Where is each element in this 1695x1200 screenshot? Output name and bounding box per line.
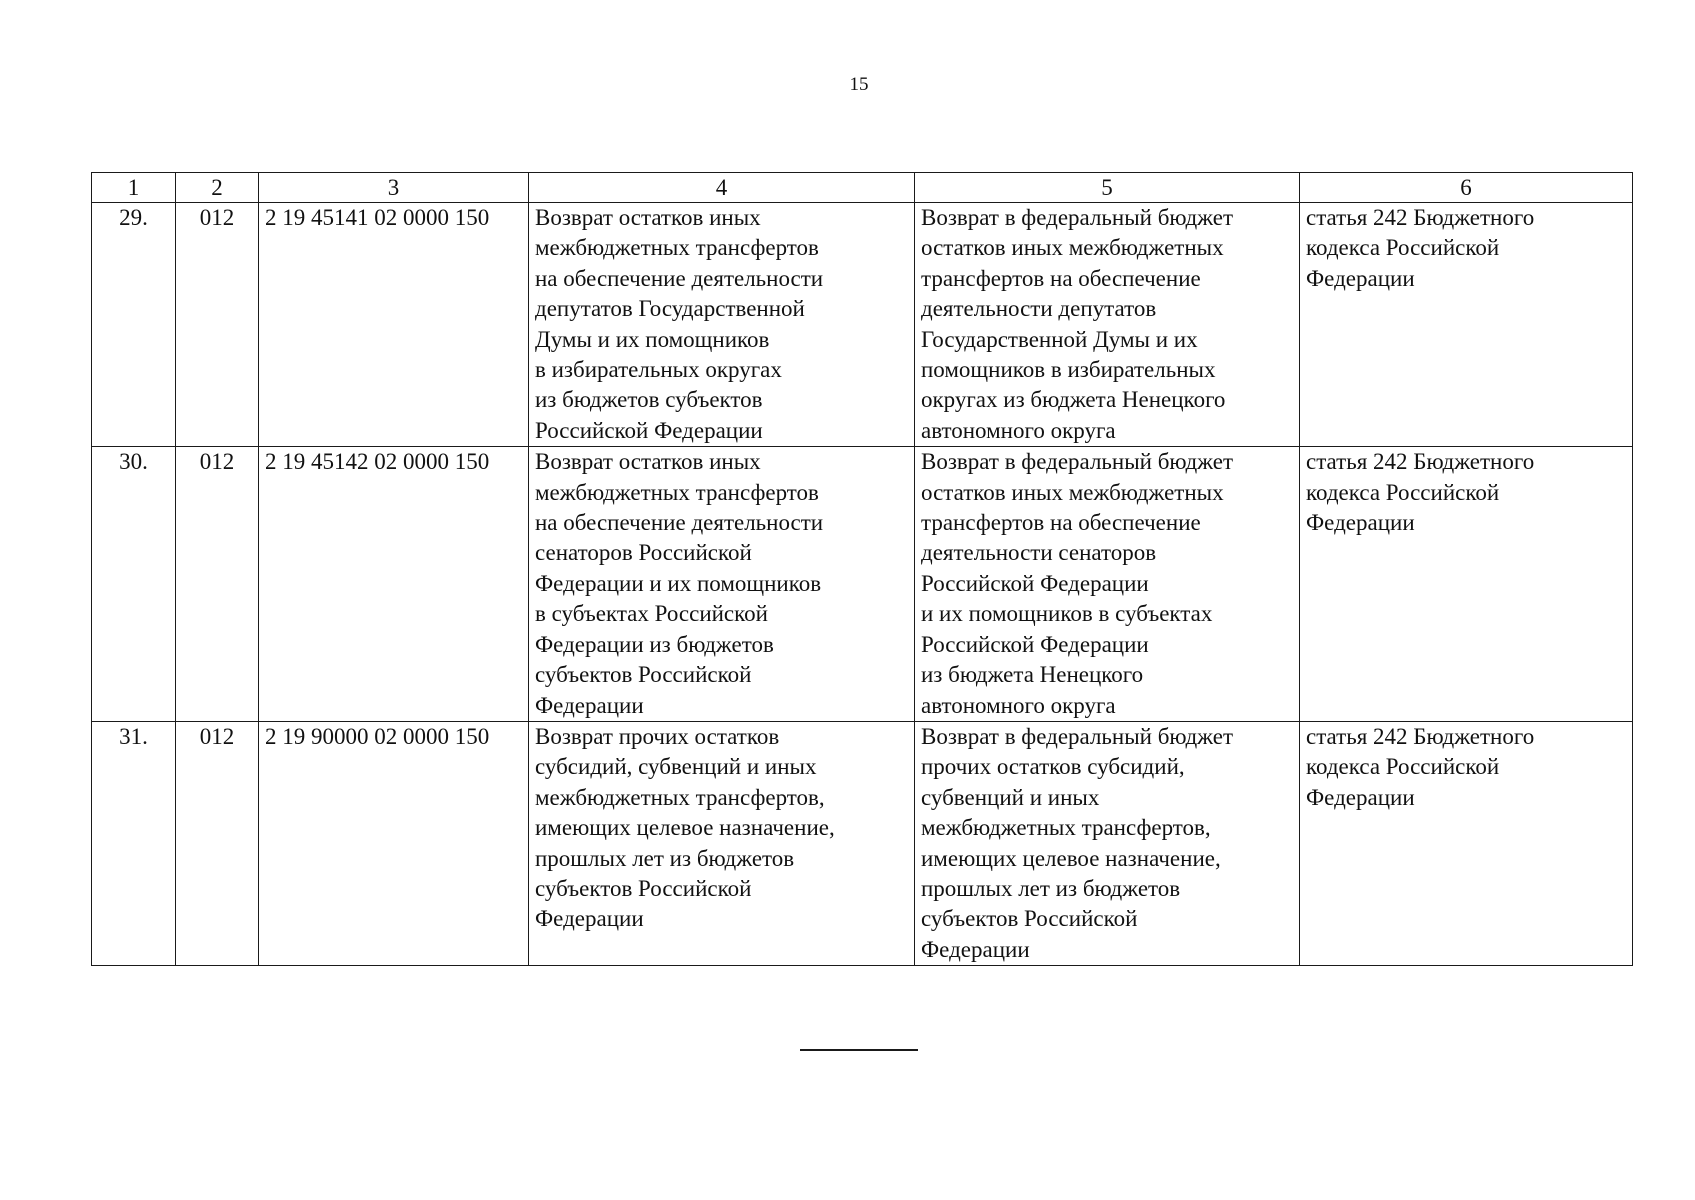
admin-code-cell: 012 [176, 721, 259, 965]
table-row [92, 203, 1633, 447]
income-description-cell: Возврат в федеральный бюджет прочих остатков субсидий, субвенций и иных межбюджетных трансфертов, имеющих целевое назначение, прошлых лет из бюджетов субъектов Российской Федерации [915, 721, 1300, 965]
legal-basis-cell: статья 242 Бюджетного кодекса Российской Федерации [1300, 721, 1633, 965]
legal-basis-cell: статья 242 Бюджетного кодекса Российской Федерации [1300, 447, 1633, 722]
row-number-cell: 29. [92, 203, 176, 447]
kbk-code-cell: 2 19 45141 02 0000 150 [259, 203, 529, 447]
header-cell-col-2: 2 [176, 173, 259, 203]
row-number-cell: 31. [92, 721, 176, 965]
income-description-cell: Возврат в федеральный бюджет остатков иных межбюджетных трансфертов на обеспечение деятельности сенаторов Российской Федерации и их помощников в субъектах Российской Федерации из бюджета Ненецкого автономного округа [915, 447, 1300, 722]
kbk-code-cell: 2 19 90000 02 0000 150 [259, 721, 529, 965]
header-cell-col-5: 5 [915, 173, 1300, 203]
income-name-cell: Возврат прочих остатков субсидий, субвенций и иных межбюджетных трансфертов, имеющих целевое назначение, прошлых лет из бюджетов субъектов Российской Федерации [529, 721, 915, 965]
income-description-cell: Возврат в федеральный бюджет остатков иных межбюджетных трансфертов на обеспечение деятельности депутатов Государственной Думы и их помощников в избирательных округах из бюджета Ненецкого автономного округа [915, 203, 1300, 447]
table-header-row [92, 173, 1633, 203]
legal-basis-cell: статья 242 Бюджетного кодекса Российской Федерации [1300, 203, 1633, 447]
kbk-code-cell: 2 19 45142 02 0000 150 [259, 447, 529, 722]
admin-code-cell: 012 [176, 447, 259, 722]
admin-code-cell: 012 [176, 203, 259, 447]
income-name-cell: Возврат остатков иных межбюджетных трансфертов на обеспечение деятельности депутатов Государственной Думы и их помощников в избирательных округах из бюджетов субъектов Российской Федерации [529, 203, 915, 447]
table-row [92, 447, 1633, 722]
header-cell-col-6: 6 [1300, 173, 1633, 203]
closing-divider-line [800, 1049, 918, 1051]
header-cell-col-4: 4 [529, 173, 915, 203]
header-cell-col-1: 1 [92, 173, 176, 203]
revenue-table [91, 172, 1633, 966]
income-name-cell: Возврат остатков иных межбюджетных трансфертов на обеспечение деятельности сенаторов Российской Федерации и их помощников в субъектах Российской Федерации из бюджетов субъектов Российской Федерации [529, 447, 915, 722]
table-row [92, 721, 1633, 965]
header-cell-col-3: 3 [259, 173, 529, 203]
row-number-cell: 30. [92, 447, 176, 722]
page-number: 15 [849, 74, 869, 95]
